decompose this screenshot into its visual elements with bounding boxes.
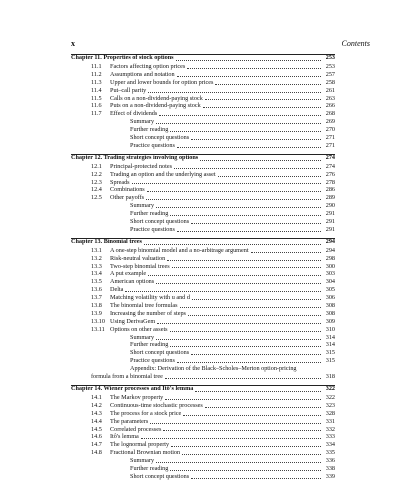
leader-dots: [177, 76, 321, 77]
section-title: Summary: [130, 333, 155, 341]
toc-section-entry[interactable]: [71, 95, 335, 103]
toc-chapter: [71, 238, 335, 381]
toc-end-matter-entry[interactable]: [71, 457, 335, 465]
section-page-number: 268: [325, 110, 335, 118]
toc-section-entry[interactable]: [71, 171, 335, 179]
section-page-number: 323: [325, 401, 335, 409]
section-number: 13.7: [91, 294, 102, 302]
section-number: 14.8: [91, 449, 102, 457]
section-title: Factors affecting option prices: [110, 62, 186, 70]
section-page-number: 294: [325, 246, 335, 254]
toc-section-entry[interactable]: [71, 302, 335, 310]
leader-dots: [251, 252, 321, 253]
toc-end-matter-entry[interactable]: [71, 226, 335, 234]
section-page-number: 315: [325, 357, 335, 365]
section-title: The Markov property: [110, 393, 164, 401]
section-title: Using DerivaGem: [110, 317, 156, 325]
toc-section-entry[interactable]: [71, 87, 335, 95]
toc-end-matter-entry[interactable]: [71, 142, 335, 150]
toc-end-matter-entry[interactable]: [71, 473, 335, 481]
section-title: Itô's lemma: [110, 433, 139, 441]
section-title: Practice questions: [130, 141, 175, 149]
toc-end-matter-entry[interactable]: [71, 349, 335, 357]
section-number: 14.5: [91, 425, 102, 433]
toc-end-matter-entry[interactable]: [71, 357, 335, 365]
toc-chapter: [71, 385, 335, 481]
chapter-title: Chapter 14. Wiener processes and Itô's lemma: [71, 385, 194, 393]
leader-dots: [156, 339, 321, 340]
section-page-number: 334: [325, 441, 335, 449]
chapter-title: Chapter 12. Trading strategies involving options: [71, 154, 199, 162]
leader-dots: [218, 176, 321, 177]
page-number: x: [71, 39, 75, 48]
section-page-number: 261: [325, 86, 335, 94]
chapter-heading[interactable]: [71, 54, 335, 63]
section-number: 14.2: [91, 401, 102, 409]
section-page-number: 276: [325, 170, 335, 178]
running-header: [71, 39, 370, 51]
leader-dots: [157, 323, 321, 324]
leader-dots: [165, 378, 321, 379]
section-title: Correlated processes: [110, 425, 162, 433]
section-title: Upper and lower bounds for option prices: [110, 78, 214, 86]
leader-dots: [191, 223, 321, 224]
section-title: Increasing the number of steps: [110, 309, 186, 317]
section-number: 12.4: [91, 186, 102, 194]
chapter-page-number: 274: [325, 154, 335, 162]
section-title: Two-step binomial trees: [110, 262, 170, 270]
leader-dots: [191, 478, 321, 479]
section-page-number: 274: [325, 162, 335, 170]
section-title: Further reading: [130, 210, 169, 218]
section-page-number: 286: [325, 186, 335, 194]
toc-section-entry[interactable]: [71, 63, 335, 71]
section-title: Options on other assets: [110, 325, 168, 333]
toc-section-entry[interactable]: [71, 433, 335, 441]
toc-section-entry[interactable]: [71, 179, 335, 187]
toc-end-matter-entry[interactable]: [71, 210, 335, 218]
leader-dots: [148, 275, 321, 276]
toc-section-entry[interactable]: [71, 410, 335, 418]
section-page-number: 291: [325, 210, 335, 218]
leader-dots: [195, 391, 321, 392]
chapter-page-number: 322: [325, 385, 335, 393]
section-page-number: 271: [325, 134, 335, 141]
section-number: 11.1: [91, 62, 102, 70]
section-title: Appendix: Derivation of the Black–Scholes–Merton option-pricing: [130, 365, 297, 373]
section-page-number: 289: [325, 194, 335, 202]
section-title: Further reading: [130, 464, 169, 472]
toc-section-entry[interactable]: [71, 286, 335, 294]
section-page-number: 269: [325, 118, 335, 126]
section-number: 12.1: [91, 162, 102, 170]
section-title: Principal-protected notes: [110, 162, 173, 170]
leader-dots: [205, 99, 321, 100]
leader-dots: [187, 68, 321, 69]
section-page-number: 335: [325, 449, 335, 457]
section-page-number: 333: [325, 433, 335, 441]
section-title: Summary: [130, 457, 155, 465]
toc-end-matter-entry[interactable]: [71, 126, 335, 134]
section-page-number: 310: [325, 325, 335, 333]
section-title: Summary: [130, 202, 155, 210]
toc-section-entry[interactable]: [71, 318, 335, 326]
section-page-number: 303: [325, 270, 335, 278]
toc-end-matter-entry[interactable]: [71, 118, 335, 126]
toc-end-matter-entry[interactable]: [71, 202, 335, 210]
section-number: 11.2: [91, 70, 102, 78]
chapter-heading[interactable]: [71, 385, 335, 394]
section-page-number: 318: [325, 373, 335, 381]
section-title: Short concept questions: [130, 218, 190, 226]
leader-dots: [176, 60, 321, 61]
section-title: Matching volatility with u and d: [110, 294, 190, 302]
toc-chapter: [71, 154, 335, 234]
toc-section-entry[interactable]: [71, 163, 335, 171]
section-number: 13.4: [91, 270, 102, 278]
section-number: 11.5: [91, 94, 102, 102]
section-number: 13.6: [91, 286, 102, 294]
toc-end-matter-entry[interactable]: [71, 465, 335, 473]
section-page-number: 257: [325, 70, 335, 78]
section-page-number: 258: [325, 78, 335, 86]
section-title: The parameters: [110, 417, 149, 425]
toc-section-entry[interactable]: [71, 263, 335, 271]
section-number: 12.3: [91, 178, 102, 186]
section-title: The process for a stock price: [110, 409, 182, 417]
section-number: 13.5: [91, 278, 102, 286]
leader-dots: [146, 199, 321, 200]
leader-dots: [125, 291, 321, 292]
section-page-number: 338: [325, 464, 335, 472]
section-page-number: 336: [325, 457, 335, 465]
chapter-page-number: 294: [325, 238, 335, 246]
toc-chapter: [71, 54, 335, 150]
leader-dots: [165, 399, 321, 400]
leader-dots: [156, 207, 321, 208]
section-page-number: 328: [325, 409, 335, 417]
toc-section-entry[interactable]: [71, 255, 335, 263]
leader-dots: [188, 315, 321, 316]
section-title: Assumptions and notation: [110, 70, 175, 78]
section-title: Puts on a non-dividend-paying stock: [110, 102, 201, 110]
section-page-number: 290: [325, 202, 335, 210]
toc-end-matter-entry[interactable]: [71, 365, 335, 373]
leader-dots: [144, 244, 321, 245]
section-number: 11.3: [91, 78, 102, 86]
section-page-number: 308: [325, 309, 335, 317]
section-title: Short concept questions: [130, 349, 190, 357]
section-title: American options: [110, 278, 155, 286]
section-page-number: 291: [325, 218, 335, 226]
section-number: 13.10: [91, 317, 105, 325]
section-number: 14.1: [91, 393, 102, 401]
leader-dots: [148, 92, 321, 93]
leader-dots: [177, 231, 321, 232]
section-title: Calls on a non-dividend-paying stock: [110, 94, 203, 102]
toc-end-matter-entry[interactable]: [71, 373, 335, 381]
section-number: 12.2: [91, 170, 102, 178]
toc-section-entry[interactable]: [71, 402, 335, 410]
section-title: Further reading: [130, 126, 169, 134]
section-page-number: 278: [325, 178, 335, 186]
leader-dots: [191, 139, 321, 140]
leader-dots: [200, 160, 321, 161]
section-title: Put–call parity: [110, 86, 147, 94]
section-number: 12.5: [91, 194, 102, 202]
toc-section-entry[interactable]: [71, 186, 335, 194]
section-title: A put example: [110, 270, 147, 278]
section-number: 13.11: [91, 325, 105, 333]
section-title: Fractional Brownian motion: [110, 449, 181, 457]
section-page-number: 331: [325, 417, 335, 425]
leader-dots: [167, 260, 321, 261]
section-page-number: 263: [325, 94, 335, 102]
toc-section-entry[interactable]: [71, 270, 335, 278]
chapter-heading[interactable]: [71, 154, 335, 163]
section-title: Practice questions: [130, 225, 175, 233]
toc-section-entry[interactable]: [71, 194, 335, 202]
toc-end-matter-entry[interactable]: [71, 334, 335, 342]
table-of-contents: [71, 54, 335, 485]
section-page-number: 266: [325, 102, 335, 110]
leader-dots: [205, 407, 321, 408]
section-page-number: 309: [325, 317, 335, 325]
leader-dots: [174, 168, 321, 169]
section-page-number: 300: [325, 262, 335, 270]
section-title: Effect of dividends: [110, 110, 158, 118]
section-page-number: 306: [325, 294, 335, 302]
section-page-number: 270: [325, 126, 335, 134]
section-title: Risk-neutral valuation: [110, 254, 166, 262]
toc-section-entry[interactable]: [71, 310, 335, 318]
chapter-title: Chapter 11. Properties of stock options: [71, 54, 174, 62]
section-page-number: 339: [325, 472, 335, 480]
leader-dots: [203, 107, 321, 108]
leader-dots: [170, 131, 321, 132]
section-page-number: 304: [325, 278, 335, 286]
section-page-number: 314: [325, 341, 335, 349]
toc-section-entry[interactable]: [71, 102, 335, 110]
section-page-number: 271: [325, 141, 335, 149]
section-title: Trading an option and the underlying asset: [110, 170, 216, 178]
leader-dots: [180, 307, 321, 308]
section-page-number: 308: [325, 302, 335, 310]
toc-end-matter-entry[interactable]: [71, 218, 335, 226]
toc-section-entry[interactable]: [71, 418, 335, 426]
chapter-title: Chapter 13. Binomial trees: [71, 238, 142, 246]
section-page-number: 305: [325, 286, 335, 294]
section-title: Spreads: [110, 178, 130, 186]
toc-section-entry[interactable]: [71, 79, 335, 87]
toc-section-entry[interactable]: [71, 71, 335, 79]
leader-dots: [192, 299, 321, 300]
section-page-number: 253: [325, 62, 335, 70]
leader-dots: [132, 183, 321, 184]
leader-dots: [172, 267, 321, 268]
leader-dots: [170, 346, 321, 347]
section-number: 14.3: [91, 409, 102, 417]
section-number: 13.9: [91, 309, 102, 317]
toc-section-entry[interactable]: [71, 426, 335, 434]
section-title: Short concept questions: [130, 134, 190, 141]
toc-end-matter-entry[interactable]: [71, 342, 335, 350]
section-title: Continuous-time stochastic processes: [110, 401, 203, 409]
section-title: Short concept questions: [130, 472, 190, 480]
leader-dots: [147, 191, 321, 192]
leader-dots: [141, 438, 321, 439]
section-page-number: 314: [325, 333, 335, 341]
section-number: 11.6: [91, 102, 102, 110]
toc-section-entry[interactable]: [71, 441, 335, 449]
toc-section-entry[interactable]: [71, 394, 335, 402]
leader-dots: [150, 423, 321, 424]
leader-dots: [170, 331, 321, 332]
leader-dots: [182, 454, 321, 455]
section-page-number: 315: [325, 349, 335, 357]
leader-dots: [156, 123, 321, 124]
leader-dots: [163, 430, 321, 431]
toc-section-entry[interactable]: [71, 294, 335, 302]
section-number: 11.7: [91, 110, 102, 118]
toc-end-matter-entry[interactable]: [71, 134, 335, 142]
leader-dots: [177, 362, 321, 363]
section-title: Other payoffs: [110, 194, 145, 202]
leader-dots: [171, 446, 321, 447]
section-number: 13.3: [91, 262, 102, 270]
leader-dots: [177, 147, 321, 148]
toc-section-entry[interactable]: [71, 110, 335, 118]
section-title: Delta: [110, 286, 124, 294]
leader-dots: [170, 215, 321, 216]
section-page-number: 298: [325, 254, 335, 262]
toc-section-entry[interactable]: [71, 278, 335, 286]
leader-dots: [170, 470, 321, 471]
leader-dots: [159, 115, 321, 116]
chapter-page-number: 253: [325, 54, 335, 62]
leader-dots: [156, 462, 321, 463]
section-number: 14.6: [91, 433, 102, 441]
section-number: 13.2: [91, 254, 102, 262]
toc-section-entry[interactable]: [71, 247, 335, 255]
section-title: Summary: [130, 118, 155, 126]
toc-section-entry[interactable]: [71, 326, 335, 334]
toc-section-entry[interactable]: [71, 449, 335, 457]
section-number: 14.7: [91, 441, 102, 449]
section-page-number: 332: [325, 425, 335, 433]
section-title: Practice questions: [130, 357, 175, 365]
leader-dots: [183, 415, 321, 416]
section-title: Combinations: [110, 186, 145, 194]
section-page-number: 322: [325, 393, 335, 401]
leader-dots: [191, 354, 321, 355]
section-title: A one-step binomial model and a no-arbitrage argument: [110, 246, 249, 254]
leader-dots: [215, 84, 321, 85]
section-title: The lognormal property: [110, 441, 170, 449]
running-title: Contents: [341, 39, 370, 48]
section-title: The binomial tree formulas: [110, 302, 178, 310]
section-title: formula from a binomial tree: [91, 373, 163, 381]
chapter-heading[interactable]: [71, 238, 335, 247]
section-number: 11.4: [91, 86, 102, 94]
section-number: 13.1: [91, 246, 102, 254]
section-number: 13.8: [91, 302, 102, 310]
section-number: 14.4: [91, 417, 102, 425]
leader-dots: [156, 283, 321, 284]
section-page-number: 291: [325, 225, 335, 233]
section-title: Further reading: [130, 341, 169, 349]
